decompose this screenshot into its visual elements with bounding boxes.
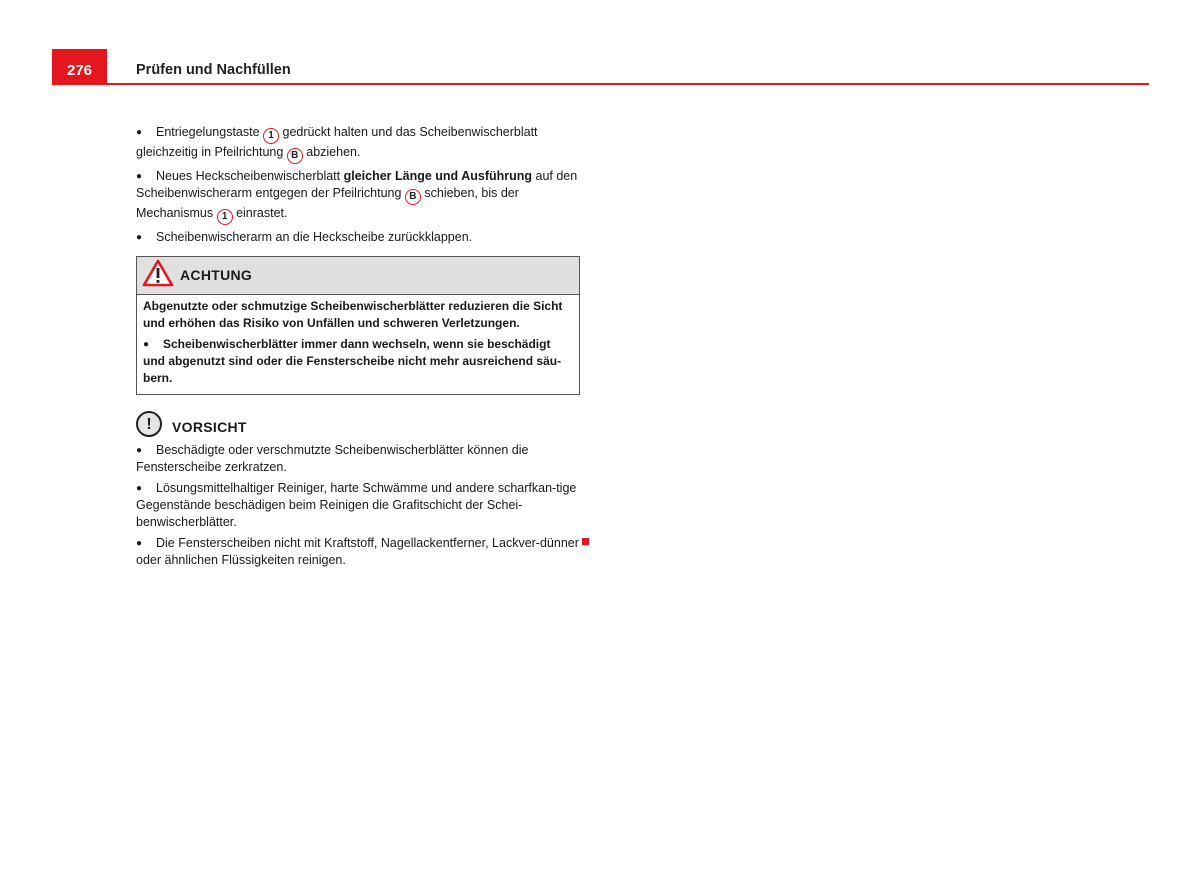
- page-number: 276: [52, 49, 107, 84]
- callout-1-icon: 1: [263, 128, 279, 144]
- caution-title: VORSICHT: [172, 418, 247, 435]
- callout-b-icon: B: [287, 148, 303, 164]
- bullet: ●: [136, 171, 143, 182]
- step-2: ● Neues Heckscheibenwischerblatt gleicher Länge und Ausführung auf den Scheibenwischerarm entgegen der Pfeilrichtung B schieben, bis der Mechanismus 1 einrastet.: [136, 168, 580, 225]
- callout-1-icon: 1: [217, 209, 233, 225]
- warning-text: Abgenutzte oder schmutzige Scheibenwischerblätter reduzieren die Sicht und erhöhen das Risiko von Unfällen und schweren Verletzungen.: [143, 299, 563, 330]
- bullet: ●: [136, 232, 143, 243]
- bullet: ●: [136, 445, 143, 456]
- warning-triangle-icon: [142, 259, 174, 292]
- warning-box: [136, 256, 580, 395]
- warning-item: ● Scheibenwischerblätter immer dann wechseln, wenn sie beschädigt und abgenutzt sind oder die Fensterscheibe nicht mehr ausreichend säu-bern.: [143, 337, 562, 385]
- callout-b-icon: B: [405, 189, 421, 205]
- end-marker-icon: [582, 538, 589, 545]
- caution-item: ● Die Fensterscheiben nicht mit Kraftstoff, Nagellackentferner, Lackver-dünner oder ähnlichen Flüssigkeiten reinigen.: [136, 536, 579, 567]
- header-divider: [52, 83, 1149, 85]
- bullet: ●: [136, 538, 143, 549]
- caution-item: ● Beschädigte oder verschmutzte Scheibenwischerblätter können die Fensterscheibe zerkratzen.: [136, 443, 529, 474]
- emphasis: gleicher Länge und Ausführung: [343, 169, 533, 183]
- bullet: ●: [136, 127, 143, 138]
- warning-title: ACHTUNG: [180, 267, 253, 283]
- main-content: [136, 124, 580, 573]
- bullet: ●: [143, 339, 150, 350]
- chapter-title: Prüfen und Nachfüllen: [136, 62, 291, 78]
- bullet: ●: [136, 483, 143, 494]
- caution-list: [136, 442, 580, 569]
- exclamation-circle-icon: !: [136, 411, 162, 437]
- caution-header: [136, 410, 580, 438]
- warning-header: [137, 257, 579, 295]
- step-1: ● Entriegelungstaste 1 gedrückt halten und das Scheibenwischerblatt gleichzeitig in Pfeilrichtung B abziehen.: [136, 124, 580, 164]
- step-3: ● Scheibenwischerarm an die Heckscheibe zurückklappen.: [136, 230, 473, 244]
- warning-body: [137, 295, 579, 394]
- caution-item: ● Lösungsmittelhaltiger Reiniger, harte Schwämme und andere scharfkan-tige Gegenstände beschädigen beim Reinigen die Grafitschicht der Schei-benwischerblätter.: [136, 481, 577, 529]
